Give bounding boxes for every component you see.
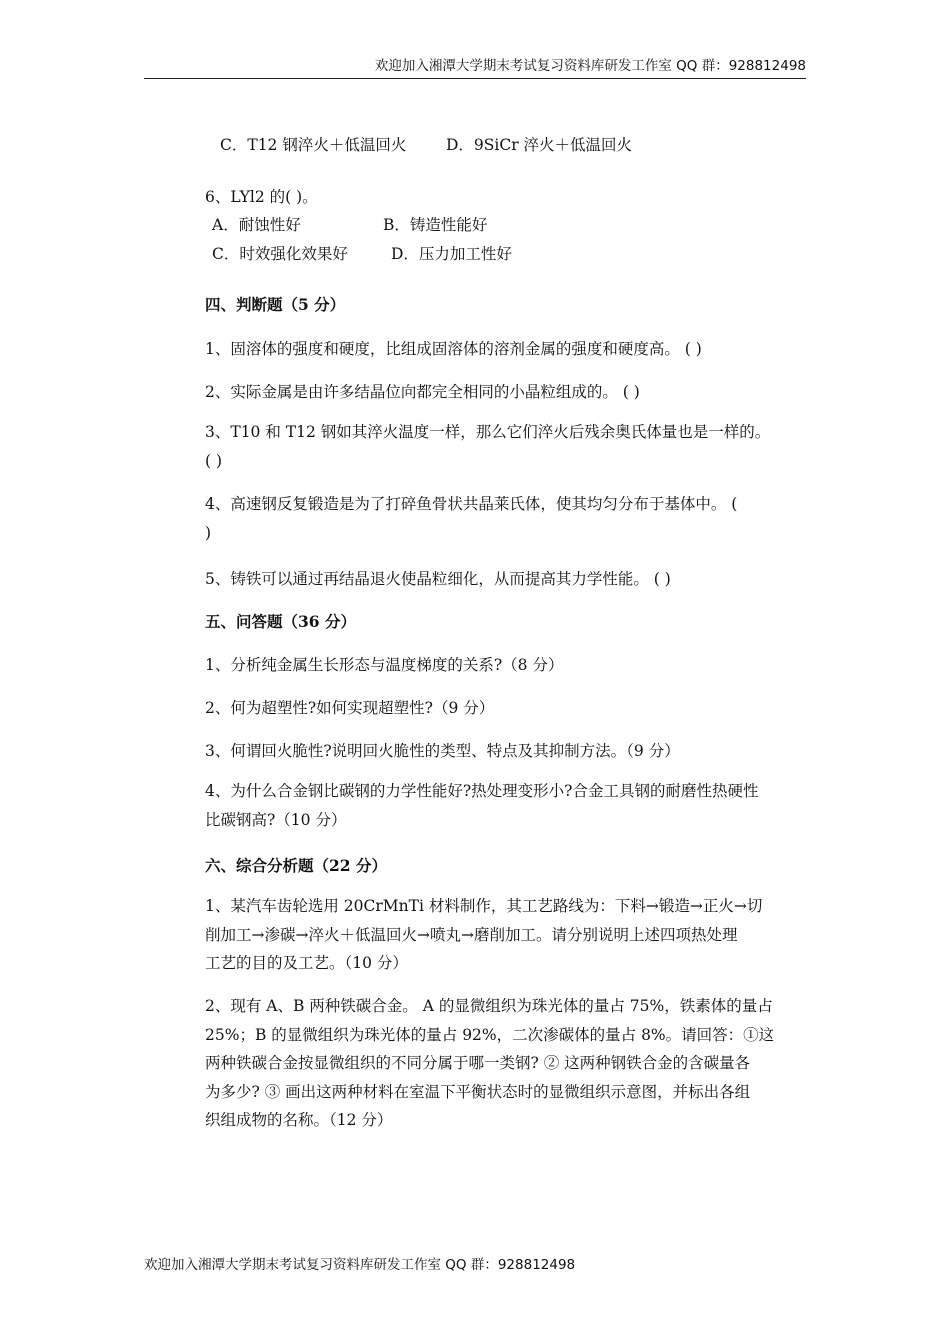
analysis-2-line: 织组成物的名称。（12 分） xyxy=(205,1111,393,1129)
analysis-1 xyxy=(205,892,805,978)
judge-3-line: 3、T10 和 T12 钢如其淬火温度一样，那么它们淬火后残余奥氏体量也是一样的。 xyxy=(205,423,771,441)
section-4-title: 四、判断题（5 分） xyxy=(205,295,346,314)
qa-4-line: 比碳钢高?（10 分） xyxy=(205,810,347,829)
judge-1: 1、固溶体的强度和硬度，比组成固溶体的溶剂金属的强度和硬度高。 ( ) xyxy=(205,340,702,358)
judge-2: 2、实际金属是由许多结晶位向都完全相同的小晶粒组成的。 ( ) xyxy=(205,383,640,401)
page-footer: 欢迎加入湘潭大学期末考试复习资料库研发工作室 QQ 群：928812498 xyxy=(144,1257,576,1273)
option-c: C．T12 钢淬火＋低温回火 xyxy=(220,136,407,154)
q6-option-c: C．时效强化效果好 xyxy=(212,245,348,263)
option-d: D．9SiCr 淬火＋低温回火 xyxy=(446,136,633,154)
analysis-1-line: 削加工→渗碳→淬火＋低温回火→喷丸→磨削加工。请分别说明上述四项热处理 xyxy=(205,925,738,944)
qa-1: 1、分析纯金属生长形态与温度梯度的关系?（8 分） xyxy=(205,656,564,674)
judge-5: 5、铸铁可以通过再结晶退火使晶粒细化，从而提高其力学性能。 ( ) xyxy=(205,570,671,588)
analysis-1-line: 工艺的目的及工艺。（10 分） xyxy=(205,954,408,972)
analysis-2-line: 两种铁碳合金按显微组织的不同分属于哪一类钢? ② 这两种钢铁合金的含碳量各 xyxy=(205,1054,751,1072)
qa-4-line: 4、为什么合金钢比碳钢的力学性能好?热处理变形小?合金工具钢的耐磨性热硬性 xyxy=(205,782,759,800)
question-6-stem: 6、LYl2 的( )。 xyxy=(205,188,318,206)
judge-3 xyxy=(205,418,805,475)
q6-option-b: B．铸造性能好 xyxy=(383,216,488,234)
qa-2: 2、何为超塑性?如何实现超塑性?（9 分） xyxy=(205,699,495,717)
judge-4-line: 4、高速钢反复锻造是为了打碎鱼骨状共晶莱氏体，使其均匀分布于基体中。 ( xyxy=(205,495,738,513)
qa-4 xyxy=(205,777,805,834)
judge-4 xyxy=(205,490,805,547)
q6-option-d: D．压力加工性好 xyxy=(391,245,512,263)
analysis-2-line: 25%；B 的显微组织为珠光体的量占 92%，二次渗碳体的量占 8%。请回答：①这 xyxy=(205,1025,775,1044)
page-header: 欢迎加入湘潭大学期末考试复习资料库研发工作室 QQ 群：928812498 xyxy=(144,56,806,79)
judge-4-line: ) xyxy=(205,523,212,542)
q6-option-a: A．耐蚀性好 xyxy=(212,216,301,234)
section-6-title: 六、综合分析题（22 分） xyxy=(205,856,387,875)
analysis-1-line: 1、某汽车齿轮选用 20CrMnTi 材料制作，其工艺路线为：下料→锻造→正火→切 xyxy=(205,897,763,915)
judge-3-line: ( ) xyxy=(205,451,223,470)
section-5-title: 五、问答题（36 分） xyxy=(205,612,356,631)
analysis-2-line: 为多少? ③ 画出这两种材料在室温下平衡状态时的显微组织示意图，并标出各组 xyxy=(205,1082,751,1101)
analysis-2 xyxy=(205,992,805,1135)
qa-3: 3、何谓回火脆性?说明回火脆性的类型、特点及其抑制方法。（9 分） xyxy=(205,742,680,760)
analysis-2-line: 2、现有 A、B 两种铁碳合金。 A 的显微组织为珠光体的量占 75%，铁素体的量占 xyxy=(205,997,773,1015)
